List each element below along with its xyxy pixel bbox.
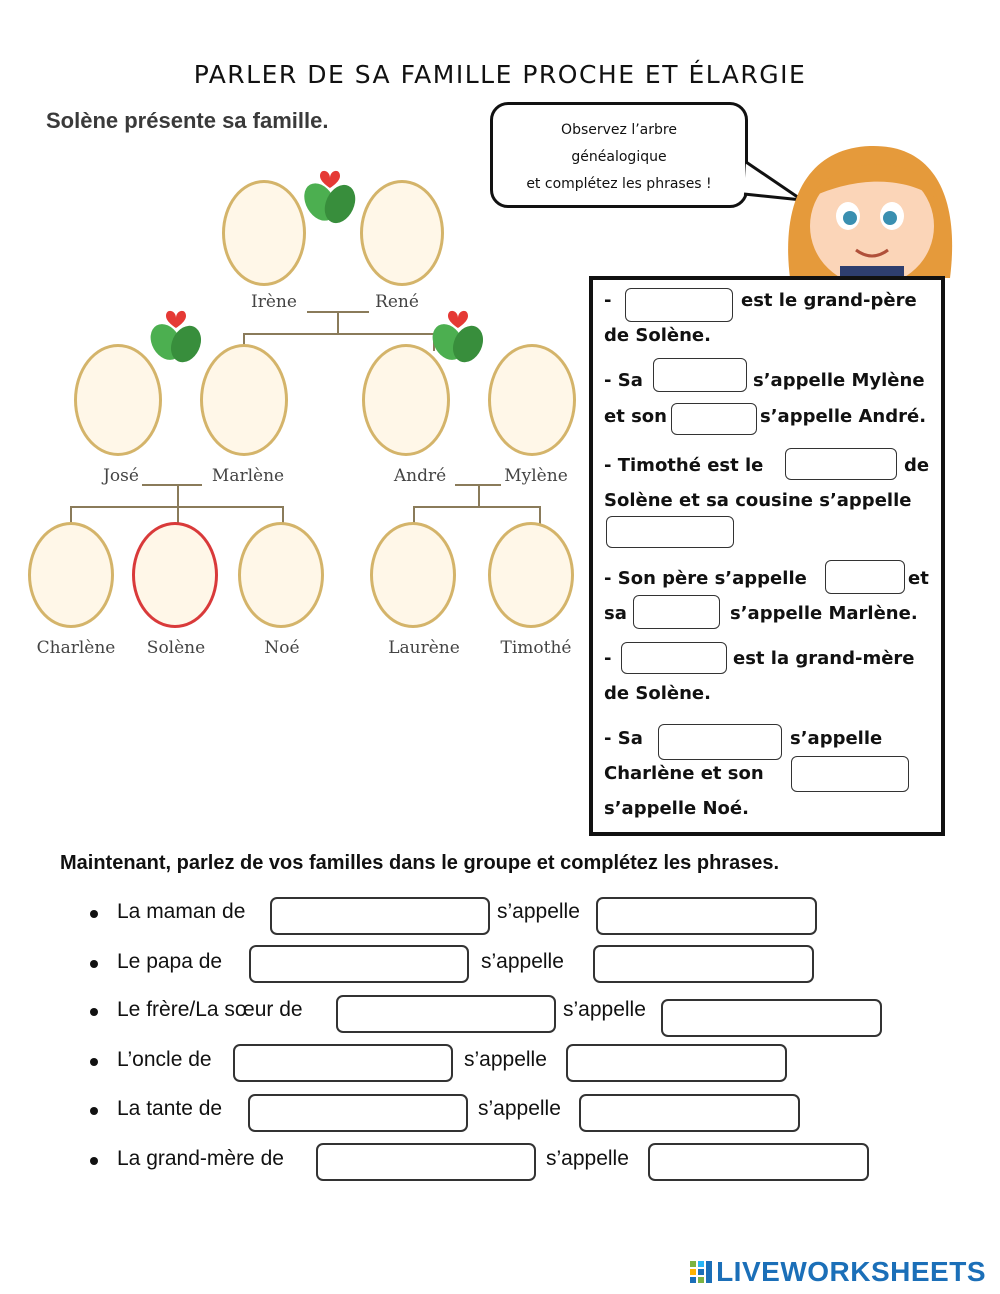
answer-input-6[interactable] (825, 560, 905, 594)
portrait-mylene (488, 344, 576, 456)
heart-leaves-icon (146, 300, 206, 366)
girl-illustration (770, 138, 970, 278)
instruction-text: Maintenant, parlez de vos familles dans le groupe et complétez les phrases. (60, 852, 780, 874)
family-input-left[interactable] (233, 1044, 453, 1082)
sentence-text: de (904, 455, 930, 476)
answer-input-1[interactable] (625, 288, 733, 322)
bubble-line-2: généalogique (571, 149, 667, 165)
sentence-text: sa (604, 603, 627, 624)
tree-name: Timothé (500, 638, 572, 658)
sentence-text: - Son père s’appelle (604, 568, 807, 589)
portrait-rene (360, 180, 444, 286)
sentence-text: s’appelle André. (760, 406, 927, 427)
bullet (90, 910, 98, 918)
portrait-charlene (28, 522, 114, 628)
portrait-marlene (200, 344, 288, 456)
family-input-left[interactable] (270, 897, 490, 935)
row-label: La tante de (117, 1097, 223, 1120)
row-verb: s’appelle (563, 998, 646, 1021)
bullet (90, 1107, 98, 1115)
sentence-text: et son (604, 406, 667, 427)
liveworksheets-logo[interactable] (690, 1256, 986, 1288)
sentence-text: - Sa (604, 370, 643, 391)
row-verb: s’appelle (546, 1147, 629, 1170)
sentence-text: - Sa (604, 728, 643, 749)
liveworksheets-logo-icon (690, 1261, 712, 1283)
portrait-jose (74, 344, 162, 456)
answer-input-8[interactable] (621, 642, 727, 674)
family-input-right[interactable] (596, 897, 817, 935)
bubble-line-1: Observez l’arbre (561, 122, 677, 138)
portrait-solene (132, 522, 218, 628)
answer-input-9[interactable] (658, 724, 782, 760)
heart-leaves-icon (300, 158, 360, 228)
answer-input-2[interactable] (653, 358, 747, 392)
tree-name: René (375, 292, 419, 312)
answer-input-4[interactable] (785, 448, 897, 480)
tree-name: André (393, 466, 447, 486)
family-input-right[interactable] (593, 945, 814, 983)
portrait-irene (222, 180, 306, 286)
row-verb: s’appelle (481, 950, 564, 973)
answer-input-3[interactable] (671, 403, 757, 435)
family-input-right[interactable] (566, 1044, 787, 1082)
sentence-text: s’appelle (790, 728, 883, 749)
row-label: Le papa de (117, 950, 223, 973)
row-verb: s’appelle (497, 900, 580, 923)
speech-bubble (490, 102, 748, 208)
portrait-timothe (488, 522, 574, 628)
bubble-line-3: et complétez les phrases ! (526, 176, 712, 192)
portrait-noe (238, 522, 324, 628)
family-input-left[interactable] (249, 945, 469, 983)
answer-input-10[interactable] (791, 756, 909, 792)
logo-text: LIVEWORKSHEETS (716, 1256, 986, 1287)
answer-input-5[interactable] (606, 516, 734, 548)
tree-name: Irène (251, 292, 297, 312)
family-input-left[interactable] (336, 995, 556, 1033)
family-input-right[interactable] (661, 999, 882, 1037)
sentence-text: est la grand-mère (733, 648, 915, 669)
sentence-text: s’appelle Noé. (604, 798, 749, 819)
tree-name: Noé (264, 638, 300, 658)
sentence-text: Charlène et son (604, 763, 764, 784)
family-input-right[interactable] (648, 1143, 869, 1181)
page-title: PARLER DE SA FAMILLE PROCHE ET ÉLARGIE (193, 60, 807, 89)
sentence-text: de Solène. (604, 683, 711, 704)
tree-name: Marlène (211, 466, 285, 486)
sentence-text: de Solène. (604, 325, 711, 346)
sentence-text: est le grand-père (741, 290, 917, 311)
bullet (90, 1058, 98, 1066)
sentence-text: s’appelle Mylène (753, 370, 925, 391)
bullet (90, 960, 98, 968)
row-label: L’oncle de (117, 1048, 212, 1071)
family-input-left[interactable] (316, 1143, 536, 1181)
tree-name: Laurène (388, 638, 460, 658)
family-input-left[interactable] (248, 1094, 468, 1132)
row-verb: s’appelle (464, 1048, 547, 1071)
sentence-text: Solène et sa cousine s’appelle (604, 490, 912, 511)
portrait-laurene (370, 522, 456, 628)
sentence-text: s’appelle Marlène. (730, 603, 918, 624)
sentence-text: - (604, 648, 612, 669)
tree-name: Mylène (504, 466, 568, 486)
bullet (90, 1008, 98, 1016)
sentence-text: - (604, 290, 612, 311)
bullet (90, 1157, 98, 1165)
tree-name: Charlène (36, 638, 116, 658)
tree-name: Solène (146, 638, 206, 658)
tree-name: José (103, 466, 139, 486)
row-label: La grand-mère de (117, 1147, 284, 1170)
row-label: La maman de (117, 900, 246, 923)
sentence-text: - Timothé est le (604, 455, 764, 476)
sentence-text: et (908, 568, 929, 589)
row-verb: s’appelle (478, 1097, 561, 1120)
portrait-andre (362, 344, 450, 456)
answer-input-7[interactable] (633, 595, 720, 629)
row-label: Le frère/La sœur de (117, 998, 303, 1021)
family-input-right[interactable] (579, 1094, 800, 1132)
subtitle: Solène présente sa famille. (46, 108, 329, 133)
